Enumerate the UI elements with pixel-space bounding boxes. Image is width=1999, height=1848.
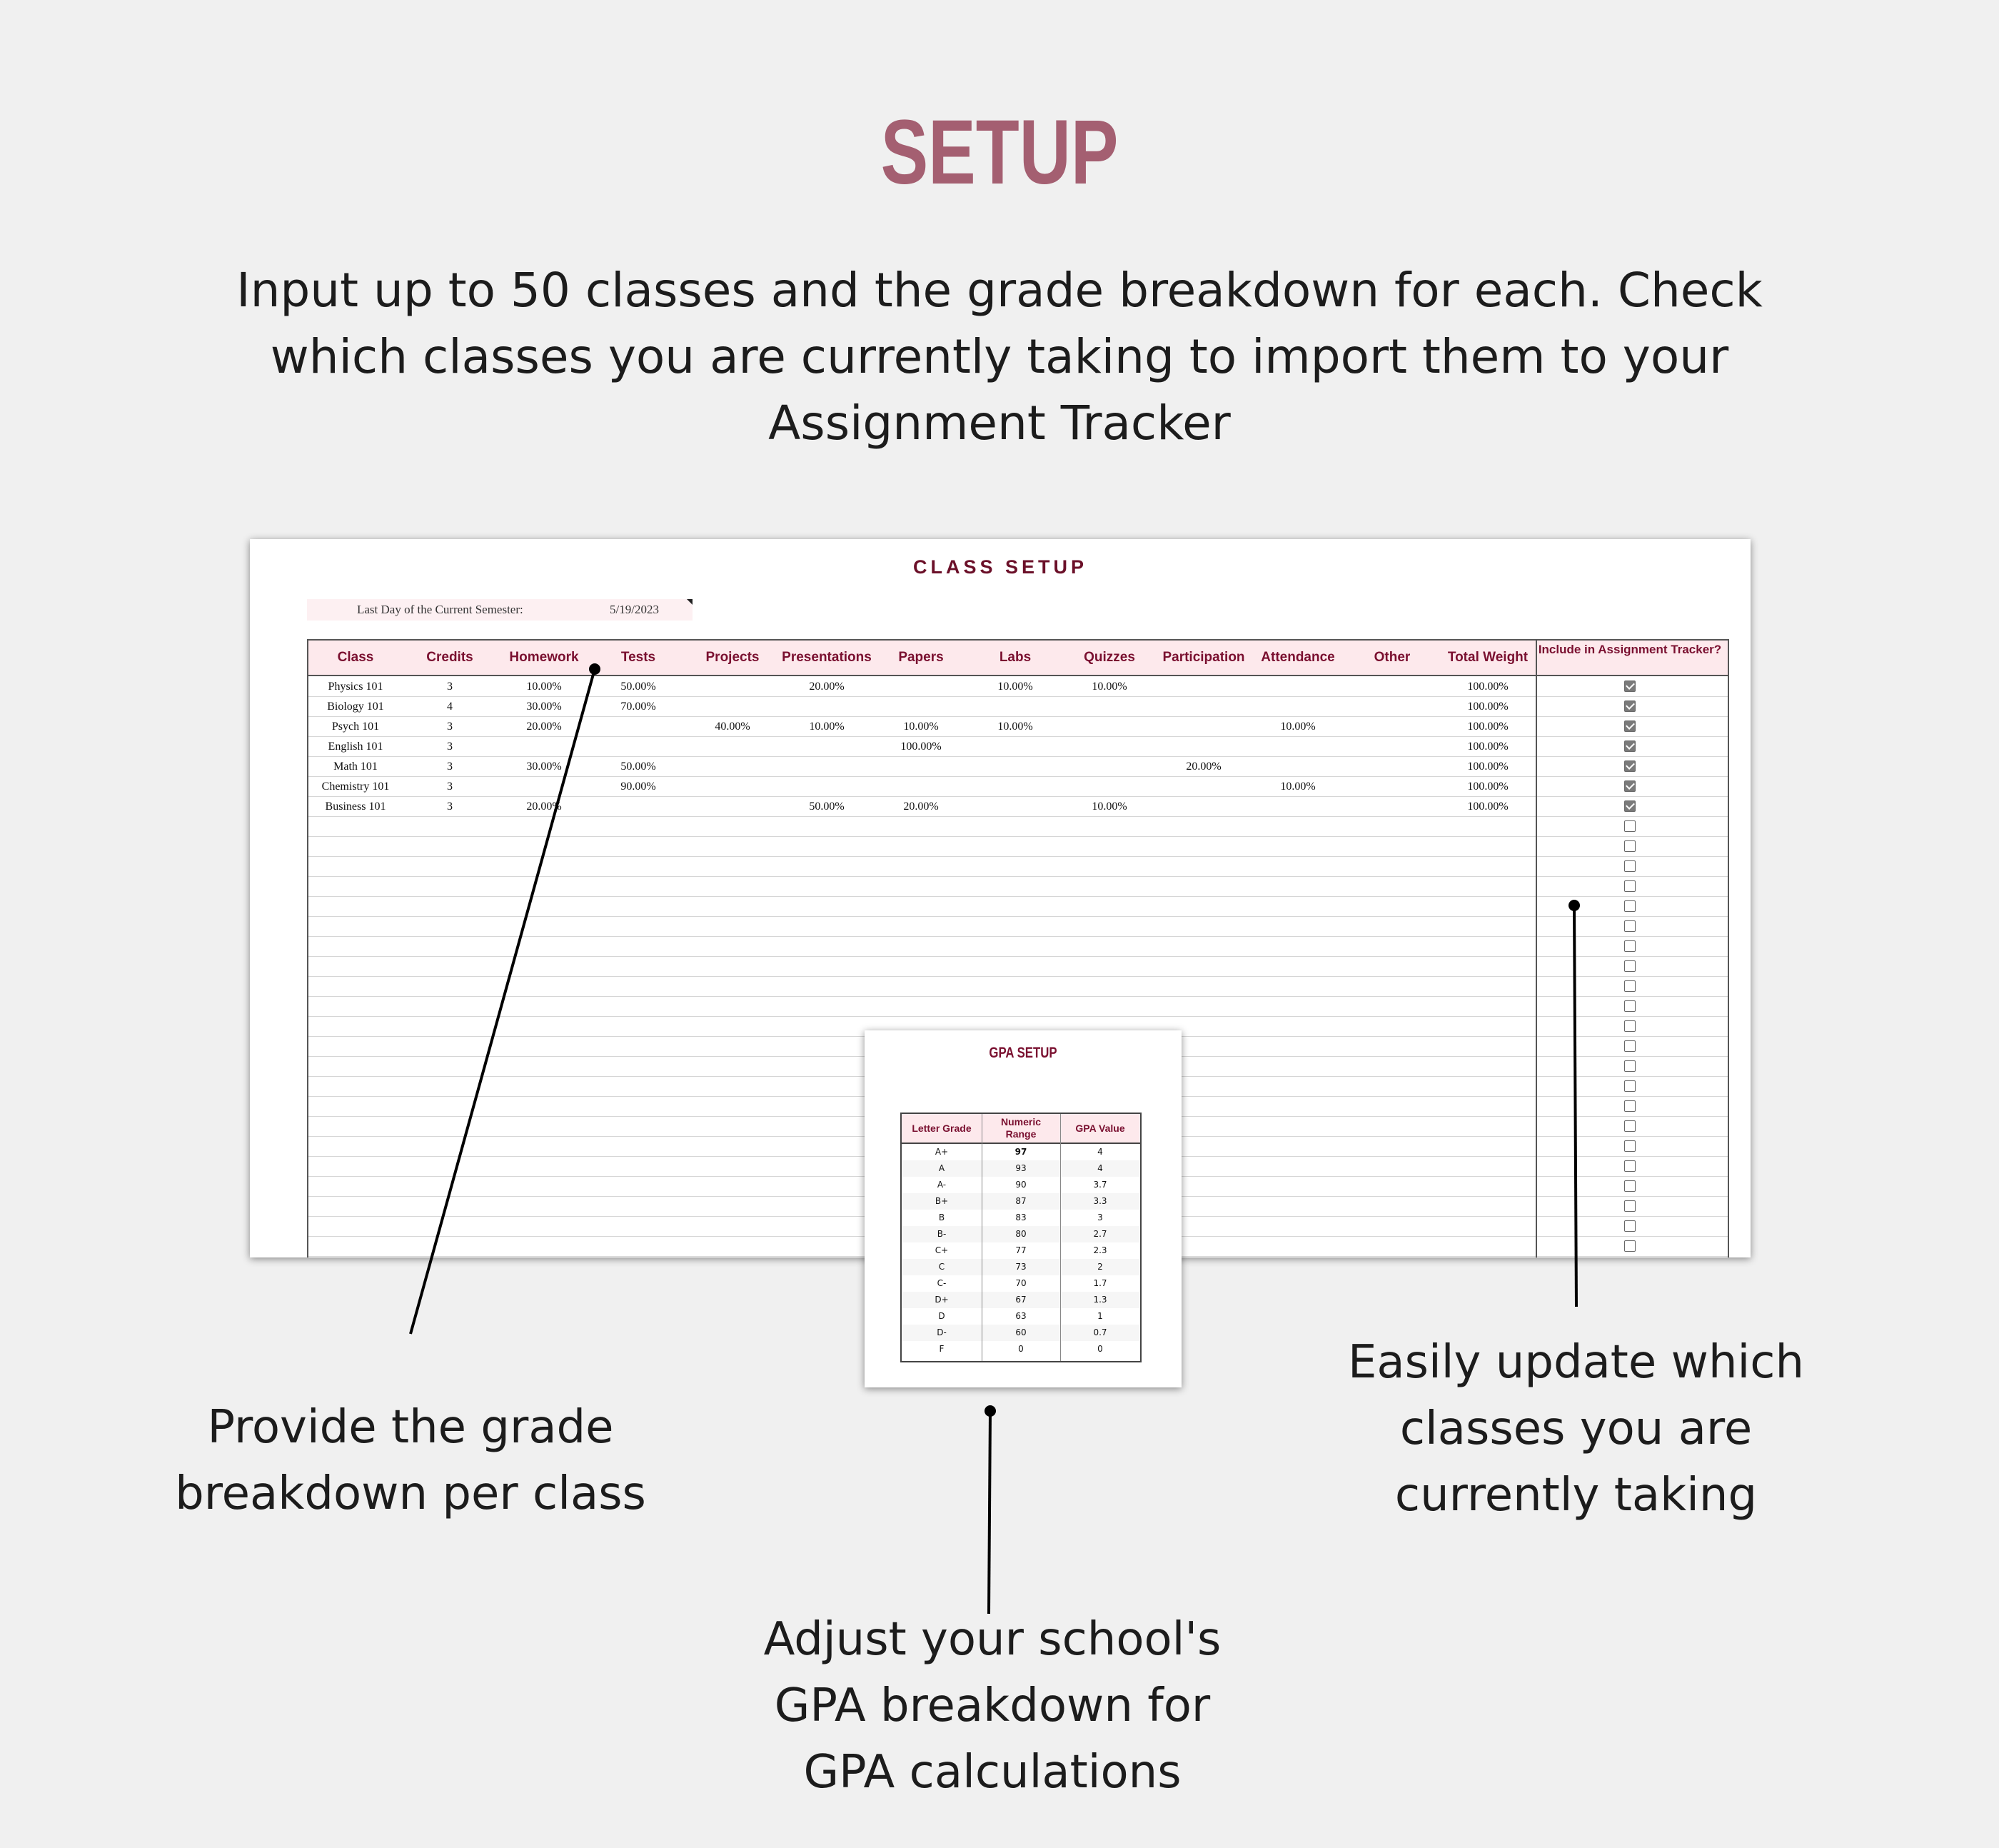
column-header-credits: Credits [426,650,473,665]
column-header-homework: Homework [509,650,579,665]
pointer-dot-left [589,663,600,675]
gpa-cell-letter[interactable]: D- [937,1327,947,1337]
cell-class[interactable]: English 101 [328,740,383,753]
cell-participation[interactable]: 20.00% [1186,760,1222,773]
gpa-cell-range[interactable]: 90 [1015,1180,1027,1190]
column-header-total-weight: Total Weight [1447,650,1529,665]
cell-class[interactable]: Physics 101 [328,681,383,693]
cell-total[interactable]: 100.00% [1467,760,1509,773]
gpa-column-header-letter-grade: Letter Grade [912,1123,972,1134]
gpa-cell-range[interactable]: 0 [1018,1344,1024,1354]
gpa-cell-gpa[interactable]: 3.3 [1093,1196,1107,1206]
class-setup-title: CLASS SETUP [912,556,1088,578]
gpa-cell-letter[interactable]: C+ [935,1245,949,1255]
semester-end-label: Last Day of the Current Semester: [357,603,523,616]
cell-homework[interactable]: 20.00% [526,800,562,813]
gpa-cell-gpa[interactable]: 3 [1097,1212,1103,1222]
gpa-cell-range[interactable]: 97 [1014,1147,1027,1157]
gpa-cell-letter[interactable]: F [939,1344,945,1354]
cell-total[interactable]: 100.00% [1467,780,1509,793]
gpa-cell-letter[interactable]: A+ [935,1147,949,1157]
gpa-cell-range[interactable]: 83 [1015,1212,1027,1222]
gpa-cell-gpa[interactable]: 1.7 [1093,1278,1107,1288]
page-subtitle: Input up to 50 classes and the grade breakdown for each. Check which classes you are currently taking to import them to your Assignment Tracker [236,263,1763,451]
cell-attendance[interactable]: 10.00% [1280,780,1316,793]
cell-attendance[interactable]: 10.00% [1280,720,1316,733]
cell-tests[interactable]: 50.00% [620,681,656,693]
cell-presentations[interactable]: 10.00% [809,720,845,733]
cell-credits[interactable]: 3 [447,740,453,753]
cell-presentations[interactable]: 20.00% [809,681,845,693]
column-header-tests: Tests [620,650,656,665]
cell-papers[interactable]: 10.00% [903,720,939,733]
column-header-other: Other [1374,650,1411,665]
gpa-cell-gpa[interactable]: 0.7 [1093,1327,1107,1337]
gpa-cell-letter[interactable]: B+ [935,1196,949,1206]
cell-presentations[interactable]: 50.00% [809,800,845,813]
cell-labs[interactable]: 10.00% [997,681,1033,693]
column-header-class: Class [337,650,374,665]
callout-right: Easily update which classes you are currently taking [1347,1336,1805,1522]
cell-credits[interactable]: 3 [447,800,453,813]
gpa-cell-gpa[interactable]: 2.7 [1093,1229,1107,1239]
cell-homework[interactable]: 30.00% [526,700,562,713]
gpa-cell-letter[interactable]: A- [937,1180,947,1190]
gpa-cell-range[interactable]: 70 [1015,1278,1027,1288]
gpa-cell-range[interactable]: 80 [1015,1229,1027,1239]
pointer-dot-bottom [985,1405,996,1417]
gpa-cell-range[interactable]: 63 [1015,1311,1027,1321]
cell-credits[interactable]: 3 [447,760,453,773]
gpa-cell-range[interactable]: 73 [1015,1262,1027,1272]
gpa-cell-letter[interactable]: B [938,1212,945,1222]
cell-papers[interactable]: 20.00% [903,800,939,813]
pointer-line-left [411,669,595,1334]
cell-credits[interactable]: 3 [447,681,453,693]
column-header-labs: Labs [999,650,1032,665]
column-header-quizzes: Quizzes [1084,650,1135,665]
gpa-cell-range[interactable]: 77 [1015,1245,1027,1255]
cell-homework[interactable]: 20.00% [526,720,562,733]
gpa-column-header-gpa-value: GPA Value [1075,1123,1125,1134]
pointer-line-right [1574,905,1576,1307]
cell-total[interactable]: 100.00% [1467,800,1509,813]
gpa-cell-range[interactable]: 87 [1015,1196,1027,1206]
column-header-presentations: Presentations [782,650,872,665]
cell-labs[interactable]: 10.00% [997,720,1033,733]
gpa-cell-gpa[interactable]: 0 [1097,1344,1103,1354]
gpa-cell-range[interactable]: 60 [1015,1327,1027,1337]
gpa-cell-letter[interactable]: C [938,1262,945,1272]
page-title: SETUP [880,101,1119,204]
semester-end-date-cell[interactable]: 5/19/2023 [610,603,659,616]
gpa-cell-letter[interactable]: A [938,1163,945,1173]
cell-quizzes[interactable]: 10.00% [1092,800,1127,813]
cell-tests[interactable]: 90.00% [620,780,656,793]
callout-bottom: Adjust your school's GPA breakdown for GPA calculations [763,1613,1222,1799]
cell-projects[interactable]: 40.00% [715,720,750,733]
cell-class[interactable]: Biology 101 [327,700,384,713]
gpa-cell-gpa[interactable]: 4 [1097,1163,1103,1173]
gpa-cell-gpa[interactable]: 2 [1097,1262,1103,1272]
cell-total[interactable]: 100.00% [1467,700,1509,713]
gpa-cell-gpa[interactable]: 2.3 [1093,1245,1107,1255]
column-header-attendance: Attendance [1261,650,1335,665]
cell-credits[interactable]: 3 [447,720,453,733]
column-header-participation: Participation [1162,650,1245,665]
cell-class[interactable]: Psych 101 [331,720,380,733]
gpa-setup-title: GPA SETUP [989,1045,1057,1061]
cell-quizzes[interactable]: 10.00% [1092,681,1127,693]
cell-total[interactable]: 100.00% [1467,681,1509,693]
cell-tests[interactable]: 70.00% [620,700,656,713]
gpa-cell-letter[interactable]: C- [937,1278,947,1288]
gpa-column-header-numeric-range: Numeric Range [1000,1116,1042,1140]
cell-total[interactable]: 100.00% [1467,720,1509,733]
cell-class[interactable]: Chemistry 101 [321,780,390,793]
pointer-line-bottom [989,1411,990,1614]
callout-left: Provide the grade breakdown per class [175,1401,646,1520]
gpa-cell-letter[interactable]: D+ [935,1295,949,1305]
cell-credits[interactable]: 3 [447,780,453,793]
gpa-cell-letter[interactable]: B- [937,1229,947,1239]
gpa-cell-range[interactable]: 93 [1015,1163,1027,1173]
cell-class[interactable]: Business 101 [325,800,386,813]
cell-class[interactable]: Math 101 [333,760,378,773]
pointer-dot-right [1569,900,1580,911]
cell-papers[interactable]: 100.00% [900,740,942,753]
column-header-papers: Papers [898,650,944,665]
cell-homework[interactable]: 30.00% [526,760,562,773]
gpa-cell-gpa[interactable]: 1.3 [1093,1295,1107,1305]
gpa-cell-letter[interactable]: D [938,1311,945,1321]
column-header-projects: Projects [705,650,760,665]
gpa-cell-gpa[interactable]: 3.7 [1093,1180,1107,1190]
gpa-cell-gpa[interactable]: 1 [1097,1311,1103,1321]
cell-credits[interactable]: 4 [447,700,453,713]
gpa-cell-range[interactable]: 67 [1015,1295,1027,1305]
cell-homework[interactable]: 10.00% [526,681,562,693]
gpa-cell-gpa[interactable]: 4 [1097,1147,1103,1157]
column-header-include-in-assignment-tracker: Include in Assignment Tracker? [1538,643,1722,656]
cell-total[interactable]: 100.00% [1467,740,1509,753]
cell-tests[interactable]: 50.00% [620,760,656,773]
